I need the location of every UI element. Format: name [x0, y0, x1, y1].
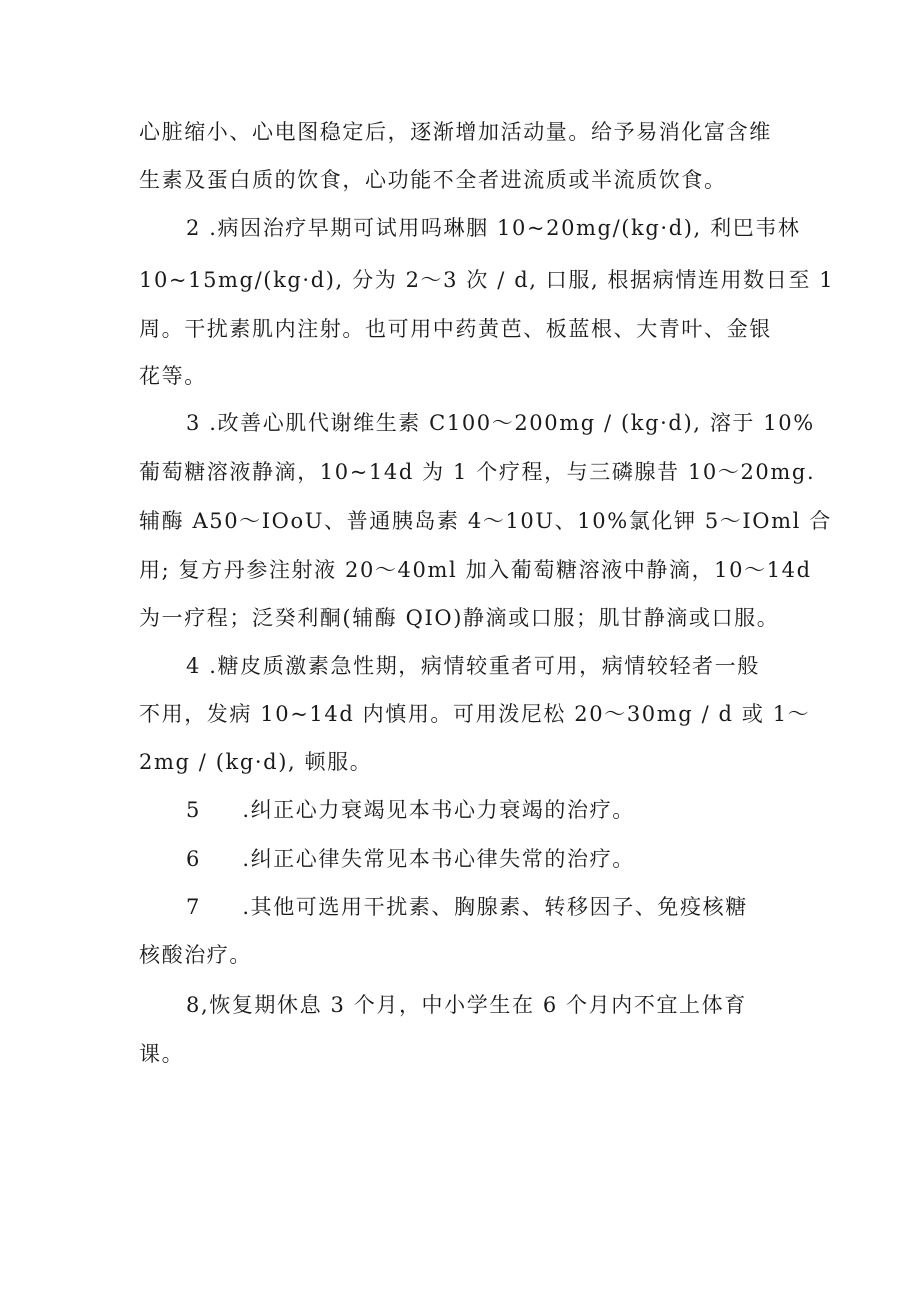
text-line-20: 课。: [139, 1042, 185, 1066]
text-line-10: 用; 复方丹参注射液 20～40ml 加入葡萄糖溶液中静滴，10～14d: [139, 558, 812, 582]
text-line-2: 生素及蛋白质的饮食，心功能不全者进流质或半流质饮食。: [139, 168, 727, 192]
text-line-4: 10~15mg/(kg·d), 分为 2～3 次 / d, 口服, 根据病情连用数日至 1: [139, 268, 835, 292]
text-line-17: 7 .其他可选用干扰素、胸腺素、转移因子、免疫核糖: [186, 895, 748, 919]
text-line-8: 葡萄糖溶液静滴，10~14d 为 1 个疗程，与三磷腺昔 10～20mg.: [139, 460, 816, 484]
text-line-6: 花等。: [139, 364, 207, 388]
text-line-15: 5 .纠正心力衰竭见本书心力衰竭的治疗。: [186, 798, 635, 822]
text-line-1: 心脏缩小、心电图稳定后，逐渐增加活动量。给予易消化富含维: [139, 120, 772, 144]
text-line-14: 2mg / (kg·d), 顿服。: [139, 750, 373, 774]
text-line-9: 辅酶 A50～IOoU、普通胰岛素 4～10U、10%氯化钾 5～IOml 合: [139, 509, 832, 533]
text-line-3: 2 .病因治疗早期可试用吗琳胭 10~20mg/(kg·d), 利巴韦林: [186, 216, 801, 240]
text-line-5: 周。干扰素肌内注射。也可用中药黄芭、板蓝根、大青叶、金银: [139, 317, 772, 341]
text-line-18: 核酸治疗。: [139, 943, 252, 967]
text-line-11: 为一疗程；泛癸利酮(辅酶 QIO)静滴或口服；肌甘静滴或口服。: [139, 606, 780, 630]
text-line-19: 8,恢复期休息 3 个月，中小学生在 6 个月内不宜上体育: [186, 993, 747, 1017]
text-line-13: 不用，发病 10~14d 内慎用。可用泼尼松 20～30mg / d 或 1～: [139, 702, 811, 726]
text-line-12: 4 .糖皮质激素急性期，病情较重者可用，病情较轻者一般: [186, 654, 760, 678]
text-line-16: 6 .纠正心律失常见本书心律失常的治疗。: [186, 847, 635, 871]
text-line-7: 3 .改善心肌代谢维生素 C100～200mg / (kg·d), 溶于 10%: [186, 411, 815, 435]
